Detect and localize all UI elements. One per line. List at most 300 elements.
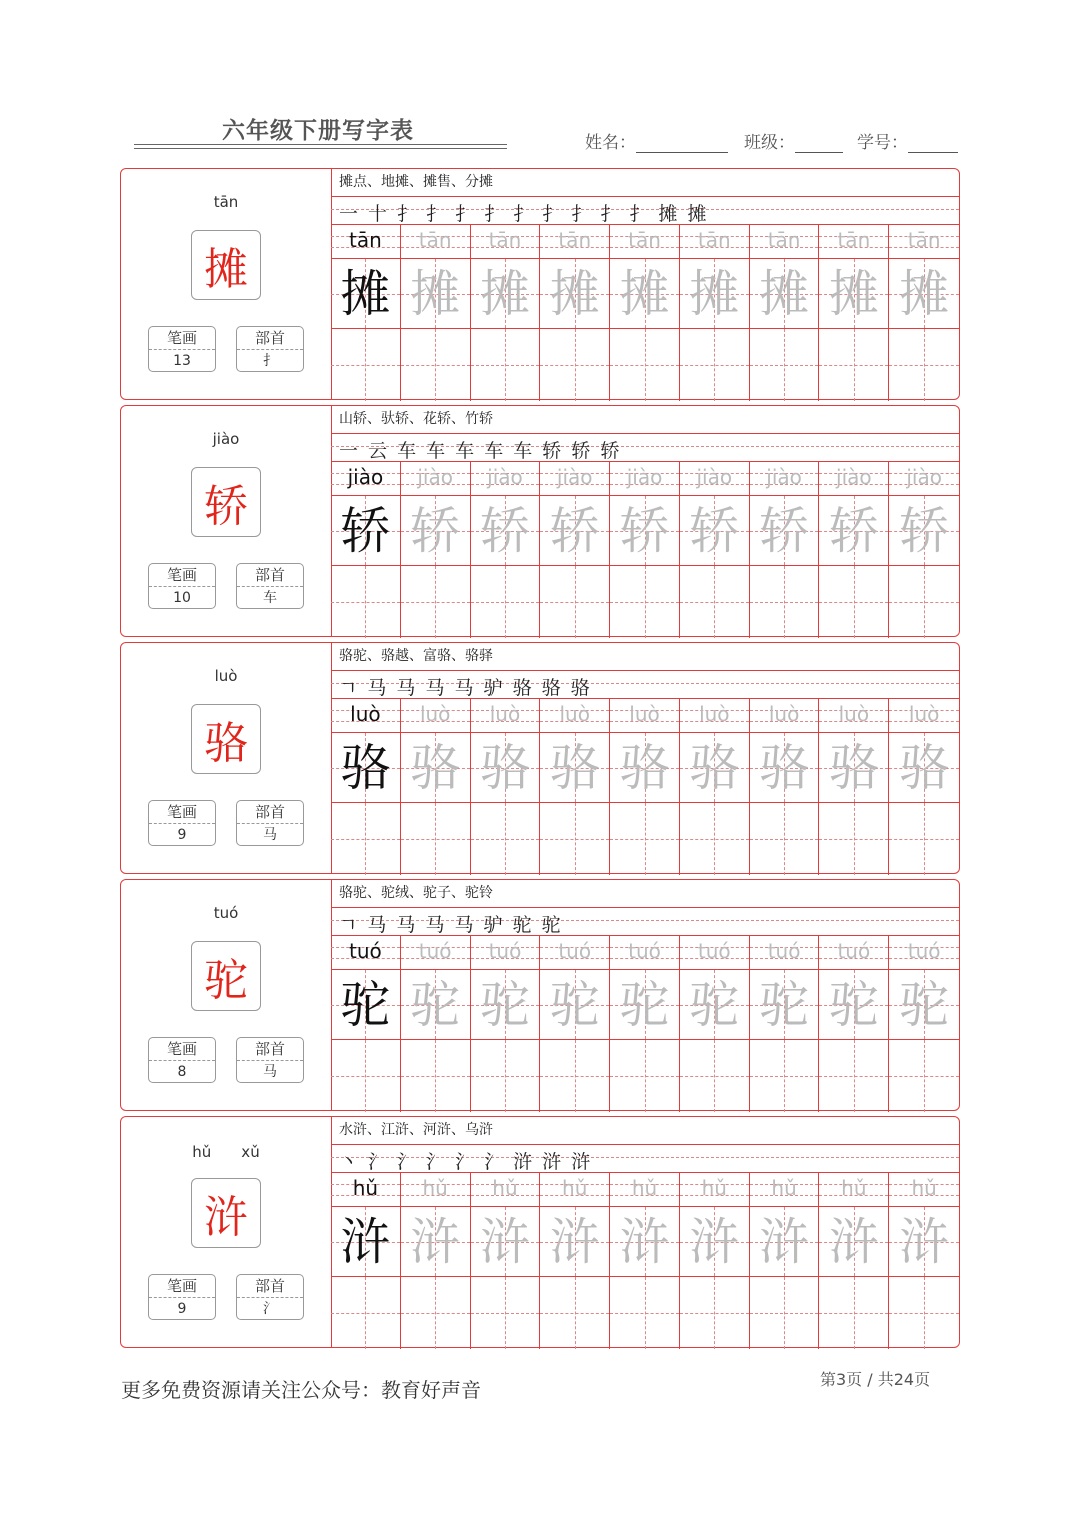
practice-column: [540, 462, 610, 638]
grid-pinyin: hǔ: [701, 1176, 727, 1200]
grid-character: 轿: [689, 502, 740, 560]
character-card: [120, 405, 960, 637]
grid-pinyin: tān: [907, 228, 941, 252]
tracing-cell[interactable]: [819, 1207, 888, 1277]
practice-panel: [331, 880, 959, 1110]
grid-character: 摊: [410, 265, 461, 323]
grid-pinyin: luò: [629, 702, 660, 726]
tracing-cell[interactable]: [401, 496, 470, 566]
writing-cell[interactable]: [889, 803, 959, 875]
stroke-order: 一 十 扌 扌 扌 扌 扌 扌 扌 扌 扌 摊 摊: [339, 203, 709, 225]
grid-pinyin: jiào: [906, 465, 942, 489]
tracing-cell[interactable]: [540, 1207, 609, 1277]
tracing-cell[interactable]: [331, 970, 400, 1040]
grid-pinyin: luò: [908, 702, 940, 726]
grid-pinyin: tān: [837, 228, 871, 252]
grid-pinyin: jiào: [556, 465, 593, 489]
grid-pinyin: tuó: [907, 939, 941, 963]
grid-character: 驼: [619, 976, 670, 1034]
stroke-order-row: [331, 433, 959, 462]
grid-character: 摊: [549, 265, 600, 323]
grid-pinyin: tuó: [349, 939, 382, 963]
writing-cell[interactable]: [750, 803, 819, 875]
tracing-cell[interactable]: [750, 970, 819, 1040]
grid-character: 轿: [340, 502, 391, 560]
grid-character: 浒: [899, 1213, 950, 1271]
practice-column: [401, 462, 471, 638]
grid-pinyin: tuó: [628, 939, 661, 963]
practice-column: [750, 462, 820, 638]
practice-panel: [331, 169, 959, 399]
grid-character: 轿: [899, 502, 950, 560]
grid-character: 骆: [340, 739, 391, 797]
writing-cell[interactable]: [610, 566, 679, 638]
stroke-count-value: 9: [177, 1301, 187, 1317]
writing-cell[interactable]: [540, 329, 609, 401]
writing-cell[interactable]: [401, 1277, 470, 1349]
practice-column: [889, 936, 959, 1112]
grid-character: 轿: [549, 502, 600, 560]
grid-pinyin: tuó: [767, 939, 801, 963]
tracing-cell[interactable]: [471, 733, 540, 803]
practice-column: [819, 699, 889, 875]
tracing-cell[interactable]: [401, 259, 470, 329]
tracing-cell[interactable]: [401, 970, 470, 1040]
radical-box: [236, 1037, 304, 1083]
worksheet-title: 六年级下册写字表: [222, 118, 414, 144]
grid-pinyin: luò: [419, 702, 451, 726]
grid-pinyin: tān: [628, 228, 661, 252]
grid-pinyin: tuó: [558, 939, 592, 963]
name-label: 姓名：: [585, 133, 636, 153]
writing-cell[interactable]: [680, 1040, 749, 1112]
practice-column: [750, 936, 820, 1112]
writing-cell[interactable]: [540, 803, 609, 875]
student-number-field: [857, 128, 958, 153]
radical-box: [236, 1274, 304, 1320]
pinyin-cell: [819, 936, 888, 970]
stroke-count-label: 笔画: [149, 801, 215, 824]
tracing-cell[interactable]: [680, 496, 749, 566]
pinyin-cell: [610, 225, 679, 259]
pinyin-cell: [401, 225, 470, 259]
writing-cell[interactable]: [819, 566, 888, 638]
practice-column: [680, 462, 750, 638]
practice-column: [471, 1173, 541, 1349]
practice-grid: [331, 936, 959, 1112]
pinyin-cell: [401, 1173, 470, 1207]
pinyin-cell: [471, 699, 540, 733]
pinyin-cell: [610, 699, 679, 733]
grid-pinyin: luò: [350, 702, 381, 726]
tracing-cell[interactable]: [680, 733, 749, 803]
stroke-count-box: [148, 1274, 216, 1320]
writing-cell[interactable]: [540, 1040, 609, 1112]
writing-cell[interactable]: [331, 1040, 400, 1112]
pinyin-cell: [331, 462, 400, 496]
tracing-cell[interactable]: [889, 733, 959, 803]
character-display: 浒: [191, 1178, 261, 1248]
tracing-cell[interactable]: [750, 1207, 819, 1277]
tracing-cell[interactable]: [540, 733, 609, 803]
tracing-cell[interactable]: [889, 259, 959, 329]
pinyin-cell: [819, 225, 888, 259]
pinyin-cell: [750, 699, 819, 733]
radical-label: 部首: [237, 1275, 303, 1298]
writing-cell[interactable]: [680, 803, 749, 875]
grid-pinyin: luò: [768, 702, 800, 726]
practice-panel: [331, 1117, 959, 1347]
practice-column: [331, 1173, 401, 1349]
writing-cell[interactable]: [471, 329, 540, 401]
writing-cell[interactable]: [819, 803, 888, 875]
writing-cell[interactable]: [540, 566, 609, 638]
grid-character: 摊: [759, 265, 810, 323]
character-card: [120, 642, 960, 874]
practice-column: [610, 1173, 680, 1349]
practice-column: [401, 1173, 471, 1349]
writing-cell[interactable]: [750, 329, 819, 401]
practice-column: [819, 936, 889, 1112]
pinyin-cell: [331, 1173, 400, 1207]
writing-cell[interactable]: [610, 803, 679, 875]
practice-column: [401, 225, 471, 401]
grid-character: 轿: [828, 502, 879, 560]
grid-character: 浒: [619, 1213, 670, 1271]
pinyin-cell: [889, 462, 959, 496]
writing-cell[interactable]: [401, 803, 470, 875]
practice-column: [889, 699, 959, 875]
practice-column: [680, 936, 750, 1112]
tracing-cell[interactable]: [401, 1207, 470, 1277]
pinyin-cell: [680, 936, 749, 970]
grid-pinyin: hǔ: [911, 1176, 937, 1200]
pinyin-cell: [610, 1173, 679, 1207]
practice-column: [750, 1173, 820, 1349]
writing-cell[interactable]: [331, 329, 400, 401]
name-blank[interactable]: [636, 136, 728, 153]
tracing-cell[interactable]: [750, 496, 819, 566]
radical-label: 部首: [237, 327, 303, 350]
grid-character: 浒: [759, 1213, 810, 1271]
grid-pinyin: jiào: [696, 465, 733, 489]
tracing-cell[interactable]: [540, 259, 609, 329]
grid-character: 轿: [479, 502, 530, 560]
stroke-count-box: [148, 563, 216, 609]
practice-column: [889, 462, 959, 638]
class-field: [744, 128, 843, 153]
example-words: 骆驼、骆越、富骆、骆驿: [331, 643, 959, 671]
character-display: 驼: [191, 941, 261, 1011]
grid-character: 轿: [759, 502, 810, 560]
tracing-cell[interactable]: [610, 259, 679, 329]
practice-column: [750, 225, 820, 401]
pinyin-cell: [540, 1173, 609, 1207]
grid-pinyin: jiào: [347, 465, 384, 489]
grid-character: 骆: [689, 739, 740, 797]
grid-character: 骆: [549, 739, 600, 797]
writing-cell[interactable]: [401, 1040, 470, 1112]
grid-pinyin: tān: [418, 228, 452, 252]
pinyin-cell: [889, 936, 959, 970]
stroke-count-value: 9: [177, 827, 187, 843]
grid-character: 驼: [340, 976, 391, 1034]
grid-character: 骆: [619, 739, 670, 797]
writing-cell[interactable]: [889, 329, 959, 401]
practice-column: [819, 225, 889, 401]
pinyin-cell: [889, 1173, 959, 1207]
tracing-cell[interactable]: [819, 259, 888, 329]
grid-pinyin: tuó: [488, 939, 522, 963]
writing-cell[interactable]: [750, 1277, 819, 1349]
character-display: 摊: [191, 230, 261, 300]
grid-character: 摊: [619, 265, 670, 323]
pinyin-cell: [750, 936, 819, 970]
practice-column: [750, 699, 820, 875]
writing-cell[interactable]: [331, 566, 400, 638]
grid-pinyin: hǔ: [492, 1176, 518, 1200]
writing-cell[interactable]: [471, 1277, 540, 1349]
grid-character: 骆: [828, 739, 879, 797]
pinyin-cell: [819, 462, 888, 496]
pinyin-cell: [471, 225, 540, 259]
practice-column: [819, 462, 889, 638]
writing-cell[interactable]: [331, 803, 400, 875]
radical-box: [236, 563, 304, 609]
writing-cell[interactable]: [889, 1040, 959, 1112]
radical-value: 车: [263, 590, 277, 606]
character-info-panel: [121, 406, 332, 636]
grid-pinyin: luò: [838, 702, 870, 726]
practice-column: [540, 1173, 610, 1349]
writing-cell[interactable]: [750, 1040, 819, 1112]
character-info-panel: [121, 1117, 332, 1347]
grid-pinyin: tuó: [837, 939, 871, 963]
tracing-cell[interactable]: [889, 1207, 959, 1277]
writing-cell[interactable]: [331, 1277, 400, 1349]
practice-panel: [331, 643, 959, 873]
grid-character: 驼: [549, 976, 600, 1034]
tracing-cell[interactable]: [889, 970, 959, 1040]
practice-column: [610, 699, 680, 875]
pinyin-cell: [680, 1173, 749, 1207]
grid-character: 驼: [828, 976, 879, 1034]
grid-character: 浒: [479, 1213, 530, 1271]
pinyin-cell: [750, 462, 819, 496]
grid-character: 骆: [899, 739, 950, 797]
example-words: 山轿、驮轿、花轿、竹轿: [331, 406, 959, 434]
grid-character: 摊: [340, 265, 391, 323]
writing-cell[interactable]: [889, 1277, 959, 1349]
tracing-cell[interactable]: [610, 970, 679, 1040]
practice-column: [540, 699, 610, 875]
writing-cell[interactable]: [610, 1040, 679, 1112]
tracing-cell[interactable]: [471, 259, 540, 329]
character-card: [120, 1116, 960, 1348]
practice-column: [331, 225, 401, 401]
radical-value: 扌: [263, 353, 277, 369]
practice-column: [331, 936, 401, 1112]
grid-pinyin: luò: [699, 702, 730, 726]
grid-character: 浒: [549, 1213, 600, 1271]
grid-character: 驼: [479, 976, 530, 1034]
tracing-cell[interactable]: [680, 259, 749, 329]
grid-character: 摊: [899, 265, 950, 323]
tracing-cell[interactable]: [331, 1207, 400, 1277]
stroke-order-row: [331, 1144, 959, 1173]
writing-cell[interactable]: [750, 566, 819, 638]
character-pinyin: jiào: [212, 430, 240, 448]
stroke-order: ㄱ 马 马 马 马 驴 驼 驼: [339, 914, 563, 936]
pinyin-cell: [750, 1173, 819, 1207]
writing-cell[interactable]: [610, 329, 679, 401]
writing-cell[interactable]: [471, 803, 540, 875]
radical-value: 马: [263, 827, 277, 843]
character-info-panel: [121, 643, 332, 873]
tracing-cell[interactable]: [331, 733, 400, 803]
grid-character: 轿: [410, 502, 461, 560]
example-words: 摊点、地摊、摊售、分摊: [331, 169, 959, 197]
tracing-cell[interactable]: [471, 970, 540, 1040]
grid-character: 轿: [619, 502, 670, 560]
pinyin-cell: [680, 462, 749, 496]
stroke-order-row: [331, 907, 959, 936]
grid-pinyin: tān: [558, 228, 592, 252]
stroke-order: 一 云 车 车 车 车 车 轿 轿 轿: [339, 440, 622, 462]
grid-pinyin: hǔ: [771, 1176, 797, 1200]
tracing-cell[interactable]: [889, 496, 959, 566]
tracing-cell[interactable]: [819, 970, 888, 1040]
writing-cell[interactable]: [471, 1040, 540, 1112]
practice-grid: [331, 1173, 959, 1349]
pinyin-cell: [540, 936, 609, 970]
practice-column: [610, 225, 680, 401]
number-blank[interactable]: [908, 136, 958, 153]
grid-pinyin: hǔ: [422, 1176, 448, 1200]
practice-column: [680, 225, 750, 401]
grid-pinyin: jiào: [417, 465, 453, 489]
character-pinyin: tān: [213, 193, 239, 211]
writing-cell[interactable]: [401, 329, 470, 401]
tracing-cell[interactable]: [331, 259, 400, 329]
stroke-count-label: 笔画: [149, 564, 215, 587]
stroke-count-box: [148, 1037, 216, 1083]
tracing-cell[interactable]: [610, 496, 679, 566]
writing-cell[interactable]: [680, 329, 749, 401]
stroke-order-row: [331, 670, 959, 699]
practice-column: [680, 1173, 750, 1349]
pinyin-cell: [889, 699, 959, 733]
tracing-cell[interactable]: [819, 496, 888, 566]
writing-cell[interactable]: [680, 566, 749, 638]
practice-panel: [331, 406, 959, 636]
practice-column: [680, 699, 750, 875]
character-card: [120, 168, 960, 400]
practice-column: [401, 699, 471, 875]
character-display: 骆: [191, 704, 261, 774]
practice-column: [610, 936, 680, 1112]
tracing-cell[interactable]: [819, 733, 888, 803]
grid-pinyin: hǔ: [631, 1176, 658, 1200]
name-field: [585, 128, 728, 153]
grid-pinyin: tān: [488, 228, 522, 252]
grid-pinyin: tān: [767, 228, 801, 252]
grid-pinyin: tuó: [697, 939, 731, 963]
writing-cell[interactable]: [471, 566, 540, 638]
footer-note: 更多免费资源请关注公众号：教育好声音: [121, 1378, 481, 1402]
writing-cell[interactable]: [819, 329, 888, 401]
stroke-count-label: 笔画: [149, 1275, 215, 1298]
practice-grid: [331, 699, 959, 875]
writing-cell[interactable]: [610, 1277, 679, 1349]
character-card: [120, 879, 960, 1111]
tracing-cell[interactable]: [680, 970, 749, 1040]
pinyin-cell: [471, 936, 540, 970]
practice-column: [889, 225, 959, 401]
practice-column: [819, 1173, 889, 1349]
radical-value: 氵: [263, 1301, 277, 1317]
radical-label: 部首: [237, 1038, 303, 1061]
grid-pinyin: hǔ: [841, 1176, 867, 1200]
pinyin-cell: [540, 699, 609, 733]
stroke-order-row: [331, 196, 959, 225]
stroke-count-value: 13: [173, 353, 191, 369]
class-blank[interactable]: [795, 136, 843, 153]
tracing-cell[interactable]: [471, 1207, 540, 1277]
writing-cell[interactable]: [401, 566, 470, 638]
radical-label: 部首: [237, 801, 303, 824]
writing-cell[interactable]: [889, 566, 959, 638]
grid-character: 浒: [828, 1213, 879, 1271]
tracing-cell[interactable]: [471, 496, 540, 566]
character-info-panel: [121, 169, 332, 399]
grid-pinyin: jiào: [626, 465, 663, 489]
grid-pinyin: tān: [349, 228, 382, 252]
page-number: 第3页 / 共24页: [820, 1370, 931, 1389]
tracing-cell[interactable]: [680, 1207, 749, 1277]
practice-column: [331, 699, 401, 875]
tracing-cell[interactable]: [610, 1207, 679, 1277]
practice-column: [471, 936, 541, 1112]
writing-cell[interactable]: [540, 1277, 609, 1349]
grid-character: 骆: [410, 739, 461, 797]
tracing-cell[interactable]: [610, 733, 679, 803]
title-underline: [134, 144, 507, 149]
pinyin-cell: [680, 699, 749, 733]
radical-value: 马: [263, 1064, 277, 1080]
pinyin-cell: [540, 225, 609, 259]
character-pinyin: tuó: [213, 904, 239, 922]
tracing-cell[interactable]: [331, 496, 400, 566]
tracing-cell[interactable]: [540, 970, 609, 1040]
tracing-cell[interactable]: [750, 259, 819, 329]
tracing-cell[interactable]: [750, 733, 819, 803]
grid-pinyin: tān: [697, 228, 731, 252]
pinyin-cell: [680, 225, 749, 259]
pinyin-cell: [401, 936, 470, 970]
pinyin-cell: [331, 699, 400, 733]
writing-cell[interactable]: [680, 1277, 749, 1349]
pinyin-cell: [610, 462, 679, 496]
tracing-cell[interactable]: [540, 496, 609, 566]
character-pinyin: hǔ xǔ: [192, 1143, 260, 1161]
writing-cell[interactable]: [819, 1040, 888, 1112]
tracing-cell[interactable]: [401, 733, 470, 803]
grid-character: 浒: [340, 1213, 391, 1271]
grid-character: 骆: [479, 739, 530, 797]
grid-character: 浒: [689, 1213, 740, 1271]
writing-cell[interactable]: [819, 1277, 888, 1349]
